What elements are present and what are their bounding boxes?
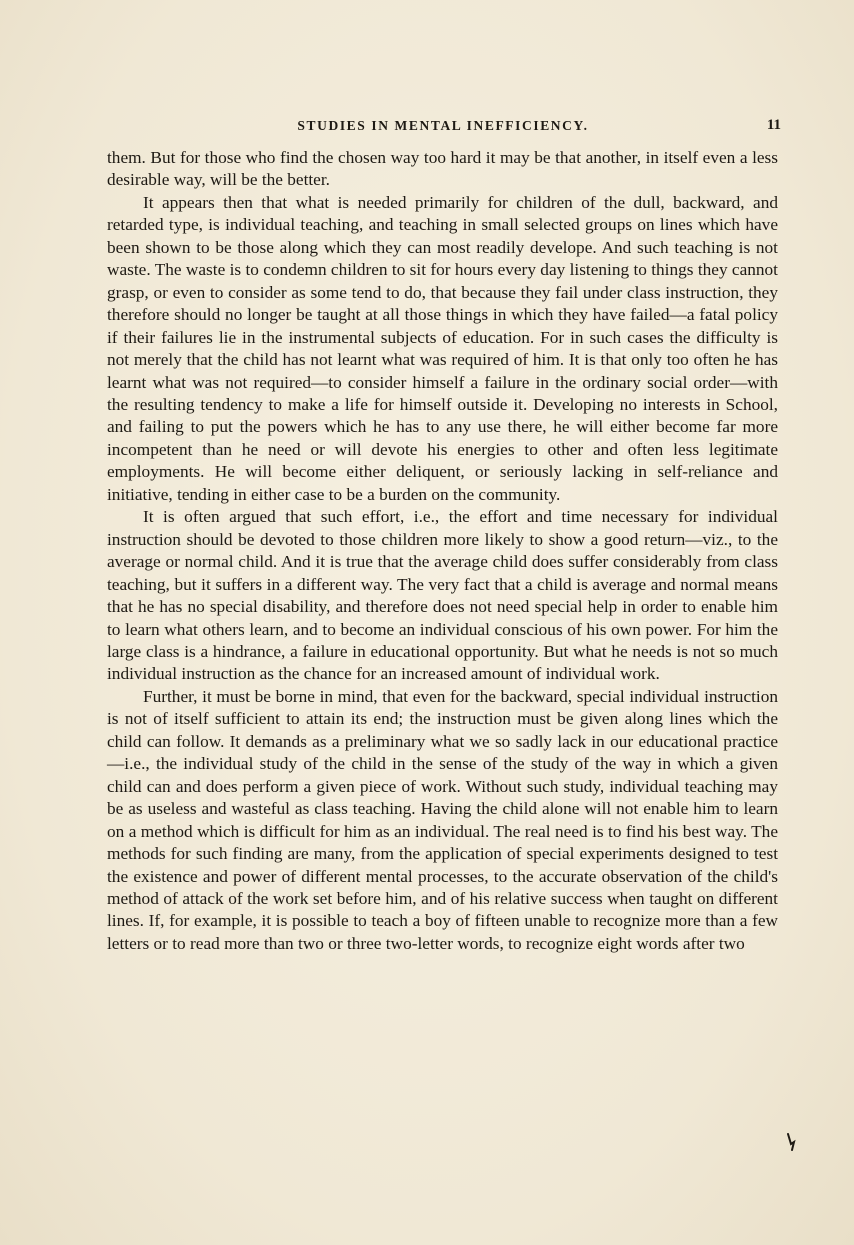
paragraph-individual-teaching: It appears then that what is needed primarily for children of the dull, backward, and retarded type, is individual teaching, and teaching in small selected groups on lines which have been shown to be those along which they can most readily develope. And such teaching is not waste. The waste is to condemn children to sit for hours every day listening to things they cannot grasp, or even to consider as some tend to do, that because they fail under class instruction, they therefore should no longer be taught at all those things in which they have failed—a fatal policy if their failures lie in the instrumental subjects of education. For in such cases the difficulty is not merely that the child has not learnt what was required of him. It is that only too often he has learnt what was not required—to consider himself a failure in the ordinary social order—with the resulting tendency to make a life for himself outside it. Developing no interests in School, and failing to put the powers which he has to any use there, he will either become far more incompetent than he need or will devote his energies to other and often less legitimate employments. He will become either deliquent, or seriously lacking in self-reliance and initiative, tending in either case to be a burden on the community. <box>107 192 778 504</box>
paragraph-individual-study: Further, it must be borne in mind, that even for the backward, special individual instruction is not of itself sufficient to attain its end; the instruction must be given along lines which the child can follow. It demands as a preliminary what we so sadly lack in our educational practice—i.e., the individual study of the child in the sense of the study of the way in which a given child can and does perform a given piece of work. Without such study, individual teaching may be as useless and wasteful as class teaching. Having the child alone will not enable him to learn on a method which is difficult for him as an individual. The real need is to find his best way. The methods for such finding are many, from the application of special experiments designed to test the existence and power of different mental processes, to the accurate observation of the child's method of attack of the work set before him, and of his relative success when taught on different lines. If, for example, it is possible to teach a boy of fifteen unable to recognize more than a few letters or to read more than two or three two-letter words, to recognize eight words after two <box>107 686 778 953</box>
body-text <box>107 147 778 955</box>
margin-tick-mark-icon <box>786 1132 796 1152</box>
running-title: STUDIES IN MENTAL INEFFICIENCY. <box>297 118 589 133</box>
running-head <box>108 117 781 138</box>
page-number: 11 <box>766 117 781 133</box>
paragraph-average-child: It is often argued that such effort, i.e., the effort and time necessary for individual instruction should be devoted to those children more likely to show a good return—viz., to the average or normal child. And it is true that the average child does suffer considerably from class teaching, but it suffers in a different way. The very fact that a child is average and normal means that he has no special disability, and therefore does not need special help in order to enable him to learn what others learn, and to become an individual conscious of his own power. For him the large class is a hindrance, a failure in educational opportunity. But what he needs is not so much individual instruction as the chance for an increased amount of individual work. <box>107 507 778 684</box>
paragraph-continued: them. But for those who find the chosen way too hard it may be that another, in itself even a less desirable way, will be the better. <box>107 148 778 190</box>
